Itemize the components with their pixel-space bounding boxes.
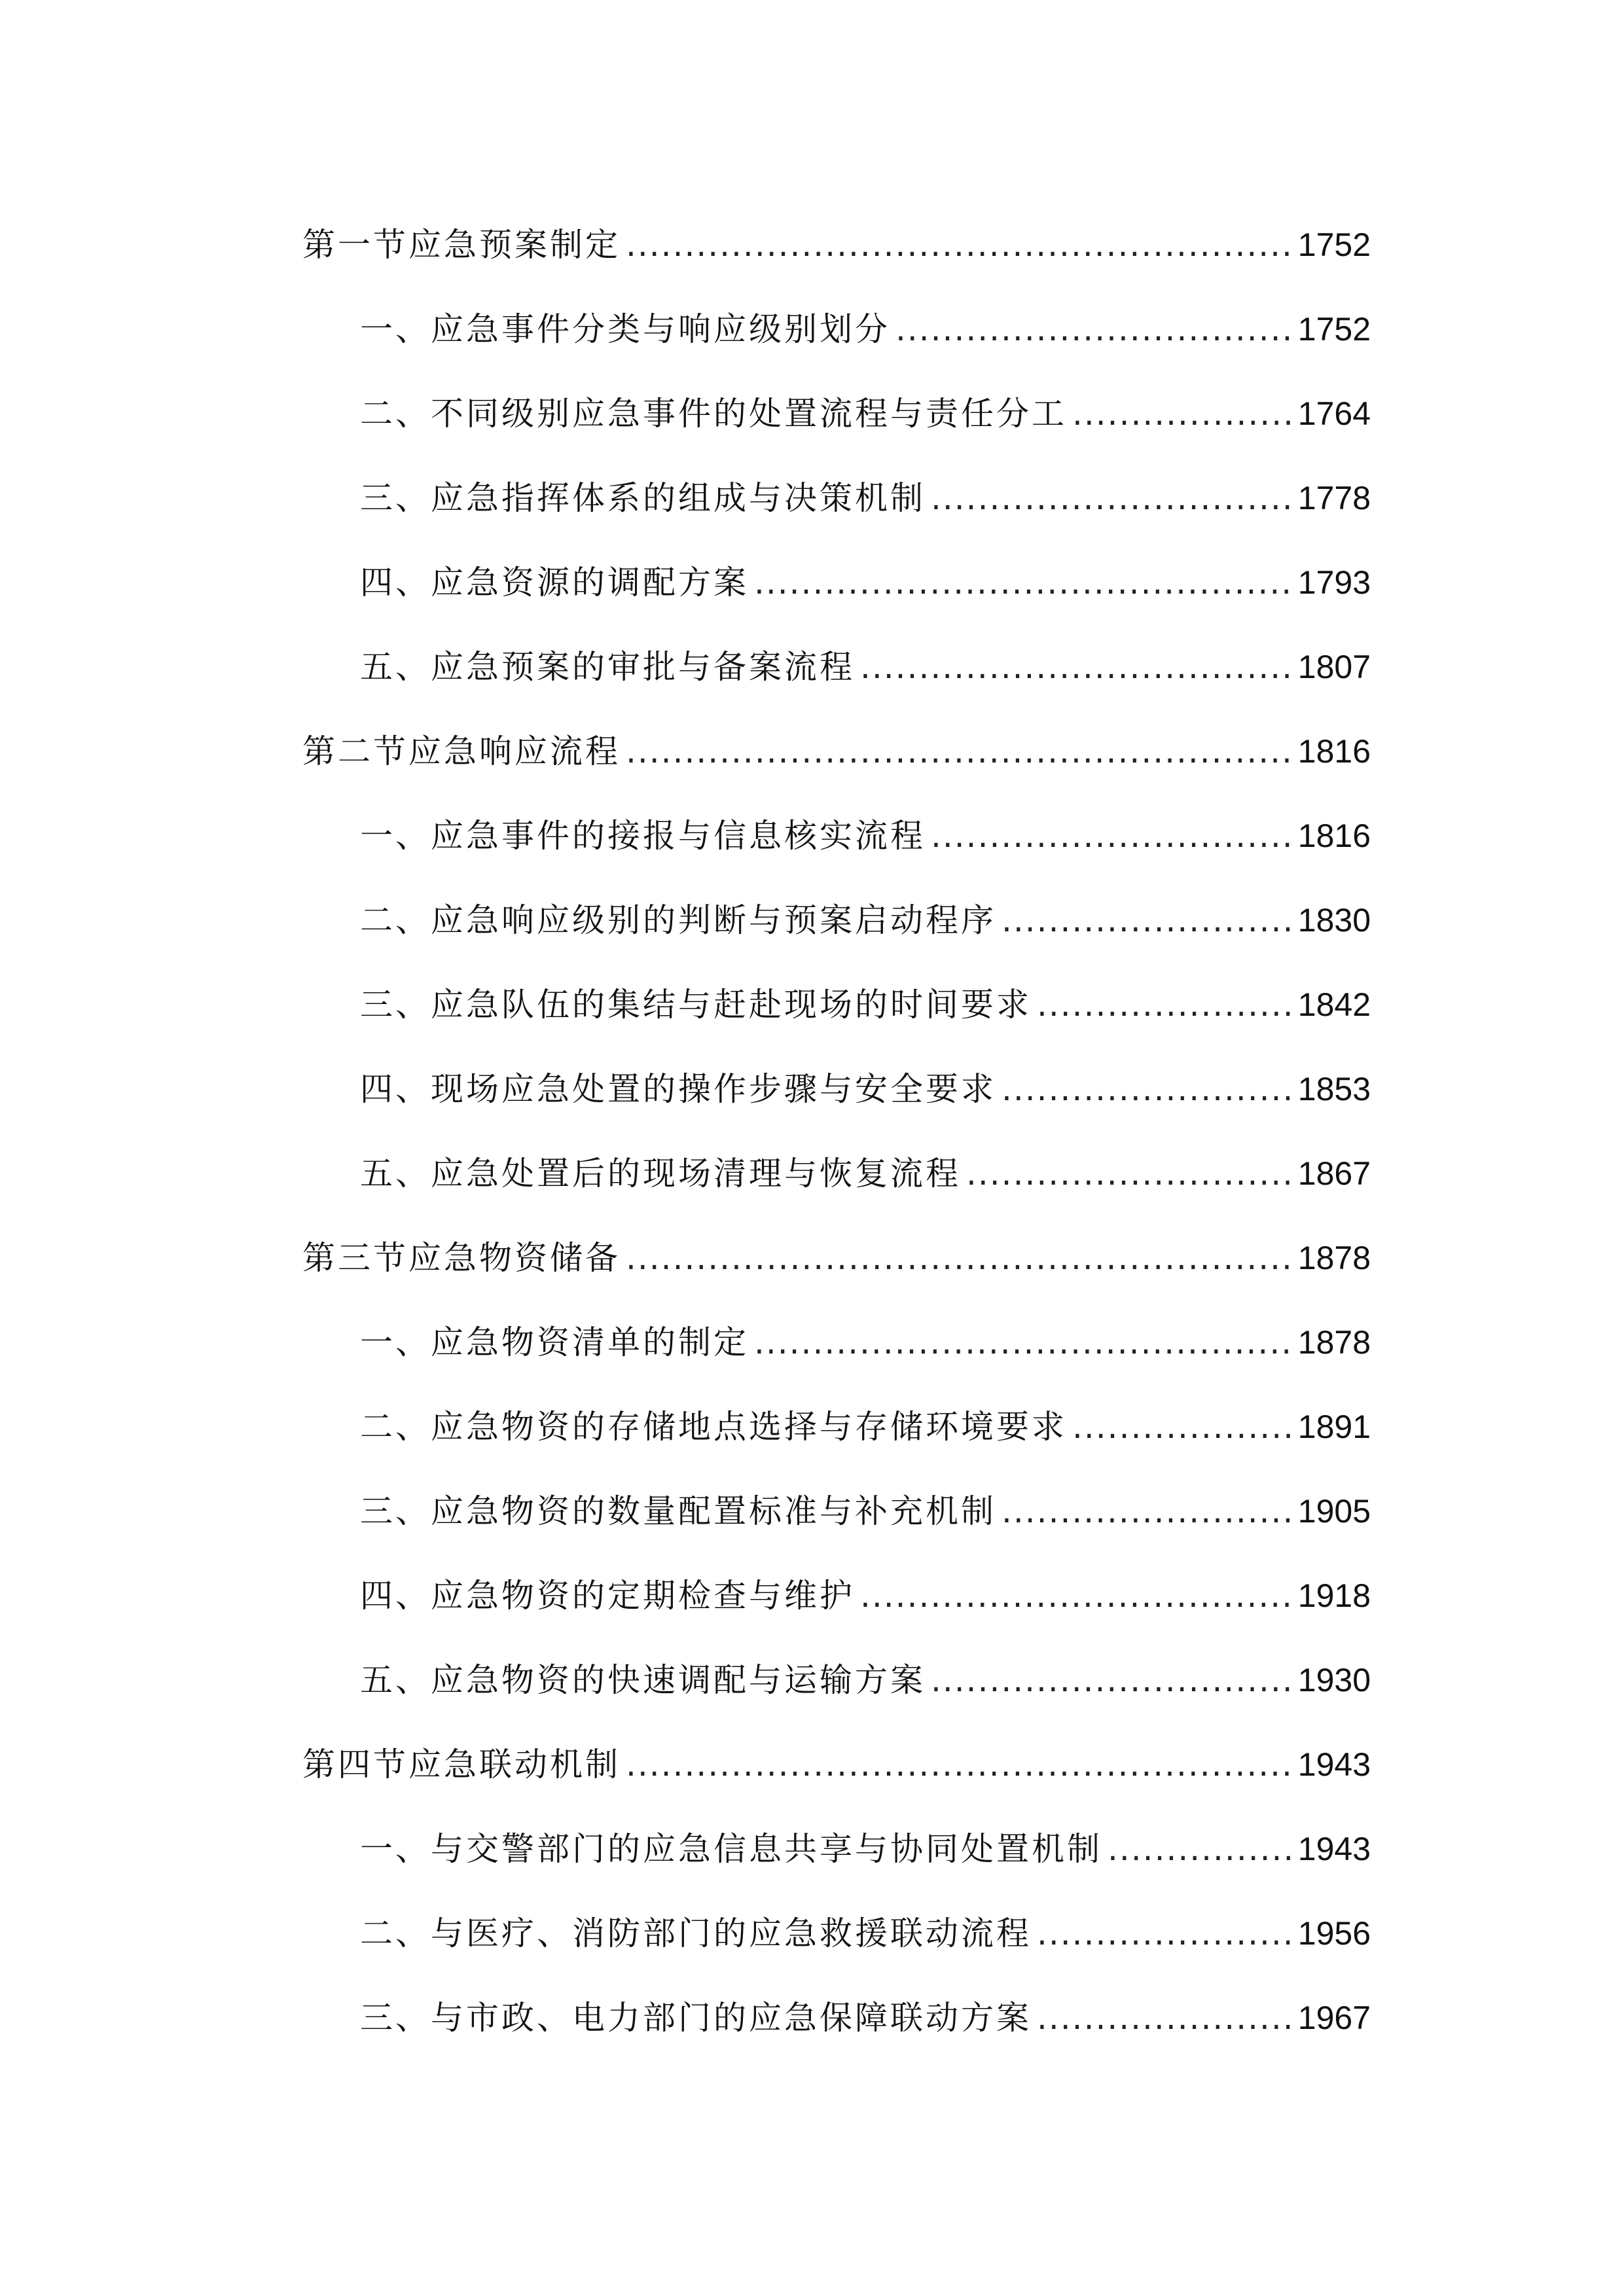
toc-entry-page: 1752 — [1297, 226, 1371, 263]
toc-entry-page: 1752 — [1297, 311, 1371, 348]
toc-entry-page: 1816 — [1297, 733, 1371, 770]
toc-subsection-entry[interactable] — [302, 287, 1371, 372]
toc-entry-title: 第三节应急物资储备 — [302, 1239, 621, 1277]
toc-entry-page: 1905 — [1297, 1493, 1371, 1530]
toc-section-entry[interactable] — [302, 1216, 1371, 1300]
toc-entry-title: 第四节应急联动机制 — [302, 1746, 621, 1784]
dot-leader — [1001, 1047, 1293, 1132]
dot-leader — [1037, 1892, 1293, 1976]
toc-subsection-entry[interactable] — [302, 1807, 1371, 1892]
dot-leader — [1072, 1385, 1293, 1469]
dot-leader — [1001, 1469, 1293, 1554]
toc-entry-page: 1842 — [1297, 986, 1371, 1023]
dot-leader — [626, 1216, 1293, 1300]
toc-entry-title: 五、应急预案的审批与备案流程 — [360, 648, 855, 686]
toc-entry-page: 1943 — [1297, 1831, 1371, 1867]
toc-entry-title: 二、与医疗、消防部门的应急救援联动流程 — [360, 1914, 1032, 1952]
toc-entry-page: 1778 — [1297, 480, 1371, 516]
toc-entry-title: 第一节应急预案制定 — [302, 226, 621, 264]
table-of-contents — [302, 203, 1371, 2060]
toc-subsection-entry[interactable] — [302, 794, 1371, 878]
toc-entry-page: 1956 — [1297, 1915, 1371, 1952]
dot-leader — [895, 287, 1293, 372]
toc-subsection-entry[interactable] — [302, 541, 1371, 625]
toc-section-entry[interactable] — [302, 709, 1371, 794]
toc-entry-page: 1891 — [1297, 1408, 1371, 1445]
toc-subsection-entry[interactable] — [302, 1554, 1371, 1638]
toc-subsection-entry[interactable] — [302, 1300, 1371, 1385]
toc-entry-title: 一、与交警部门的应急信息共享与协同处置机制 — [360, 1830, 1102, 1868]
dot-leader — [1037, 1976, 1293, 2060]
toc-entry-page: 1943 — [1297, 1746, 1371, 1783]
dot-leader — [754, 1300, 1293, 1385]
toc-entry-page: 1807 — [1297, 649, 1371, 685]
toc-subsection-entry[interactable] — [302, 372, 1371, 456]
toc-entry-page: 1878 — [1297, 1240, 1371, 1276]
toc-entry-page: 1853 — [1297, 1071, 1371, 1107]
toc-subsection-entry[interactable] — [302, 1638, 1371, 1723]
toc-subsection-entry[interactable] — [302, 963, 1371, 1047]
toc-entry-title: 二、应急响应级别的判断与预案启动程序 — [360, 901, 996, 939]
toc-entry-title: 五、应急物资的快速调配与运输方案 — [360, 1661, 926, 1699]
toc-entry-page: 1878 — [1297, 1324, 1371, 1361]
toc-entry-title: 一、应急物资清单的制定 — [360, 1323, 749, 1361]
toc-entry-title: 三、应急队伍的集结与赶赴现场的时间要求 — [360, 986, 1032, 1024]
toc-subsection-entry[interactable] — [302, 1385, 1371, 1469]
dot-leader — [1108, 1807, 1293, 1892]
toc-entry-title: 三、与市政、电力部门的应急保障联动方案 — [360, 1999, 1032, 2037]
dot-leader — [1001, 878, 1293, 963]
toc-entry-page: 1764 — [1297, 395, 1371, 432]
toc-entry-title: 一、应急事件分类与响应级别划分 — [360, 310, 890, 348]
toc-subsection-entry[interactable] — [302, 1469, 1371, 1554]
toc-entry-page: 1918 — [1297, 1577, 1371, 1614]
toc-entry-page: 1967 — [1297, 2000, 1371, 2036]
toc-section-entry[interactable] — [302, 1723, 1371, 1807]
dot-leader — [860, 625, 1293, 709]
toc-entry-title: 三、应急指挥体系的组成与决策机制 — [360, 479, 926, 517]
toc-entry-page: 1793 — [1297, 564, 1371, 601]
toc-entry-title: 五、应急处置后的现场清理与恢复流程 — [360, 1155, 961, 1193]
dot-leader — [860, 1554, 1293, 1638]
toc-entry-title: 二、应急物资的存储地点选择与存储环境要求 — [360, 1408, 1067, 1446]
dot-leader — [626, 203, 1293, 287]
toc-entry-title: 四、现场应急处置的操作步骤与安全要求 — [360, 1070, 996, 1108]
dot-leader — [1072, 372, 1293, 456]
toc-subsection-entry[interactable] — [302, 625, 1371, 709]
toc-subsection-entry[interactable] — [302, 1976, 1371, 2060]
toc-section-entry[interactable] — [302, 203, 1371, 287]
toc-entry-title: 一、应急事件的接报与信息核实流程 — [360, 817, 926, 855]
toc-entry-page: 1816 — [1297, 817, 1371, 854]
dot-leader — [966, 1132, 1293, 1216]
dot-leader — [754, 541, 1293, 625]
dot-leader — [1037, 963, 1293, 1047]
toc-subsection-entry[interactable] — [302, 1047, 1371, 1132]
dot-leader — [626, 1723, 1293, 1807]
dot-leader — [931, 794, 1293, 878]
toc-entry-title: 第二节应急响应流程 — [302, 732, 621, 770]
toc-entry-page: 1830 — [1297, 902, 1371, 939]
toc-entry-title: 二、不同级别应急事件的处置流程与责任分工 — [360, 395, 1067, 433]
toc-entry-title: 四、应急物资的定期检查与维护 — [360, 1577, 855, 1615]
dot-leader — [626, 709, 1293, 794]
dot-leader — [931, 1638, 1293, 1723]
toc-subsection-entry[interactable] — [302, 1132, 1371, 1216]
dot-leader — [931, 456, 1293, 541]
toc-subsection-entry[interactable] — [302, 878, 1371, 963]
toc-entry-title: 三、应急物资的数量配置标准与补充机制 — [360, 1492, 996, 1530]
toc-entry-page: 1867 — [1297, 1155, 1371, 1192]
toc-subsection-entry[interactable] — [302, 456, 1371, 541]
toc-entry-title: 四、应急资源的调配方案 — [360, 564, 749, 601]
toc-subsection-entry[interactable] — [302, 1892, 1371, 1976]
toc-entry-page: 1930 — [1297, 1662, 1371, 1698]
